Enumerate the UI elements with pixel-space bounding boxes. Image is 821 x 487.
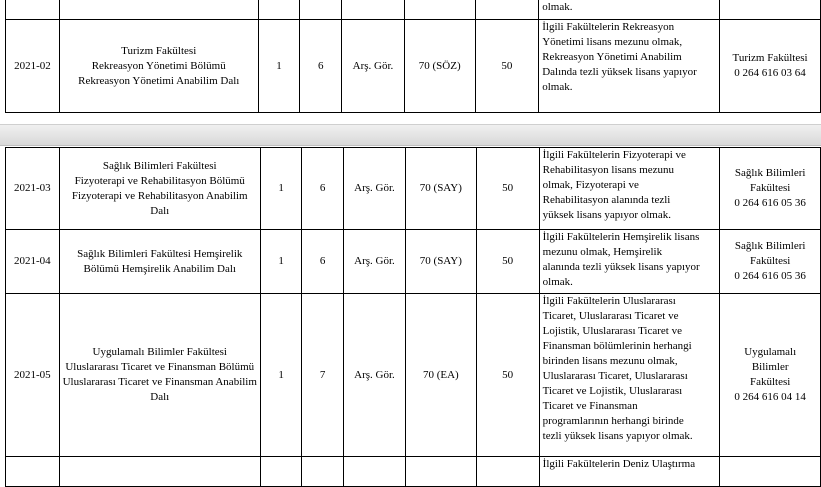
condition-line: Rekreasyon Yönetimi Anabilim — [542, 51, 682, 63]
conditions-cell — [539, 0, 720, 20]
count-cell — [260, 457, 301, 487]
code-cell: 2021-05 — [6, 294, 60, 457]
contact-cell — [720, 20, 821, 113]
contact-line: Fakültesi — [750, 182, 791, 194]
unit-line: Uluslararası Ticaret ve Finansman Anabilim — [62, 376, 257, 388]
unit-line: Uygulamalı Bilimler Fakültesi — [92, 346, 227, 358]
condition-line: Rehabilitasyon alanında tezli — [542, 194, 671, 206]
unit-cell — [59, 457, 260, 487]
language-cell — [475, 0, 539, 20]
contact-cell — [720, 294, 821, 457]
count-cell: 1 — [260, 230, 301, 294]
condition-line: Ticaret, Uluslararası Ticaret ve — [542, 310, 679, 322]
page-break-divider — [0, 124, 821, 146]
unit-line: Bölümü Hemşirelik Anabilim Dalı — [83, 262, 236, 275]
language-cell — [476, 457, 539, 487]
condition-line: Rehabilitasyon lisans mezunu — [542, 164, 675, 176]
title-cell: Arş. Gör. — [343, 230, 405, 294]
unit-cell — [59, 294, 260, 457]
ales-cell: 70 (SAY) — [406, 230, 476, 294]
condition-line: olmak, Fizyoterapi ve — [542, 179, 639, 191]
contact-line: Turizm Fakültesi — [732, 52, 808, 64]
code-cell — [6, 457, 60, 487]
count-cell: 1 — [260, 294, 301, 457]
conditions-cell — [539, 230, 720, 294]
title-cell: Arş. Gör. — [342, 20, 405, 113]
unit-line: Dalı — [150, 391, 170, 403]
contact-line: Uygulamalı — [744, 346, 797, 358]
unit-line: Fizyoterapi ve Rehabilitasyon Anabilim — [71, 189, 248, 202]
table-row — [6, 20, 821, 113]
positions-table-page-1 — [5, 0, 821, 113]
conditions-cell — [539, 294, 720, 457]
condition-line: Finansman bölümlerinin herhangi — [542, 340, 692, 352]
condition-line: Lojistik, Uluslararası Ticaret ve — [542, 325, 682, 337]
title-cell: Arş. Gör. — [343, 294, 405, 457]
table-row — [6, 230, 821, 294]
contact-line: Fakültesi — [750, 376, 791, 388]
conditions-cell — [539, 148, 720, 230]
table-row — [6, 294, 821, 457]
count-cell: 1 — [258, 20, 300, 113]
unit-line: Fizyoterapi ve Rehabilitasyon Bölümü — [74, 174, 245, 187]
condition-line: Yönetimi lisans mezunu olmak, — [542, 36, 683, 48]
code-cell: 2021-02 — [6, 20, 60, 113]
grade-cell: 6 — [300, 20, 342, 113]
contact-cell — [720, 0, 821, 20]
contact-line: 0 264 616 05 36 — [734, 197, 806, 209]
ales-cell: 70 (SÖZ) — [404, 20, 475, 113]
condition-line: programlarının herhangi birinde — [542, 415, 684, 427]
unit-line: Uluslararası Ticaret ve Finansman Bölümü — [65, 361, 255, 373]
contact-line: Sağlık Bilimleri — [734, 167, 806, 179]
ales-cell — [406, 457, 476, 487]
condition-line: İlgili Fakültelerin Hemşirelik lisans — [542, 231, 700, 243]
positions-table-page-2 — [5, 147, 821, 487]
unit-cell — [59, 230, 260, 294]
condition-line: İlgili Fakültelerin Uluslararası — [542, 295, 676, 307]
condition-line: tezli yüksek lisans yapıyor olmak. — [542, 430, 693, 442]
condition-line: alanında tezli yüksek lisans yapıyor — [542, 261, 700, 273]
condition-line: Dalında tezli yüksek lisans yapıyor — [542, 66, 697, 78]
unit-cell — [59, 20, 258, 113]
unit-line: Sağlık Bilimleri Fakültesi — [102, 159, 217, 172]
condition-line: mezunu olmak, Hemşirelik — [542, 246, 663, 258]
code-cell: 2021-03 — [6, 148, 60, 230]
contact-line: 0 264 616 03 64 — [734, 67, 806, 79]
language-cell: 50 — [476, 230, 539, 294]
grade-cell: 7 — [302, 294, 343, 457]
contact-line: 0 264 616 04 14 — [734, 391, 806, 403]
language-cell: 50 — [475, 20, 539, 113]
table-row — [6, 457, 821, 487]
conditions-cell — [539, 457, 720, 487]
contact-cell — [720, 230, 821, 294]
condition-line: Ticaret ve Lojistik, Uluslararası — [542, 385, 683, 397]
contact-line: Sağlık Bilimleri — [734, 240, 806, 252]
grade-cell — [302, 457, 343, 487]
condition-line: İlgili Fakültelerin Rekreasyon — [542, 21, 675, 33]
condition-line: olmak. — [542, 276, 573, 288]
contact-cell — [720, 148, 821, 230]
table-row — [6, 0, 821, 20]
condition-line: Ticaret ve Finansman — [542, 400, 638, 412]
unit-cell — [59, 0, 258, 20]
count-cell — [258, 0, 300, 20]
condition-line: İlgili Fakültelerin Deniz Ulaştırma — [542, 458, 696, 470]
condition-line: İlgili Fakültelerin Fizyoterapi ve — [542, 149, 686, 161]
contact-line: 0 264 616 05 36 — [734, 270, 806, 282]
code-cell: 2021-04 — [6, 230, 60, 294]
unit-line: Turizm Fakültesi — [121, 44, 197, 57]
condition-line: olmak. — [542, 1, 573, 13]
table-row — [6, 148, 821, 230]
language-cell: 50 — [476, 294, 539, 457]
title-cell — [343, 457, 405, 487]
language-cell: 50 — [476, 148, 539, 230]
unit-line: Rekreasyon Yönetimi Anabilim Dalı — [78, 74, 240, 87]
contact-line: Fakültesi — [750, 255, 791, 267]
grade-cell: 6 — [302, 148, 343, 230]
conditions-cell — [539, 20, 720, 113]
grade-cell — [300, 0, 342, 20]
contact-line: Bilimler — [751, 361, 789, 373]
ales-cell: 70 (EA) — [406, 294, 476, 457]
unit-line: Sağlık Bilimleri Fakültesi Hemşirelik — [77, 247, 243, 260]
contact-cell — [720, 457, 821, 487]
condition-line: Uluslararası Ticaret, Uluslararası — [542, 370, 688, 382]
condition-line: birinden lisans mezunu olmak, — [542, 355, 678, 367]
title-cell — [342, 0, 405, 20]
count-cell: 1 — [260, 148, 301, 230]
unit-cell — [59, 148, 260, 230]
title-cell: Arş. Gör. — [343, 148, 405, 230]
ales-cell — [404, 0, 475, 20]
code-cell — [6, 0, 60, 20]
ales-cell: 70 (SAY) — [406, 148, 476, 230]
unit-line: Dalı — [150, 204, 170, 217]
condition-line: yüksek lisans yapıyor olmak. — [542, 209, 671, 221]
condition-line: olmak. — [542, 81, 573, 93]
unit-line: Rekreasyon Yönetimi Bölümü — [91, 59, 226, 72]
grade-cell: 6 — [302, 230, 343, 294]
